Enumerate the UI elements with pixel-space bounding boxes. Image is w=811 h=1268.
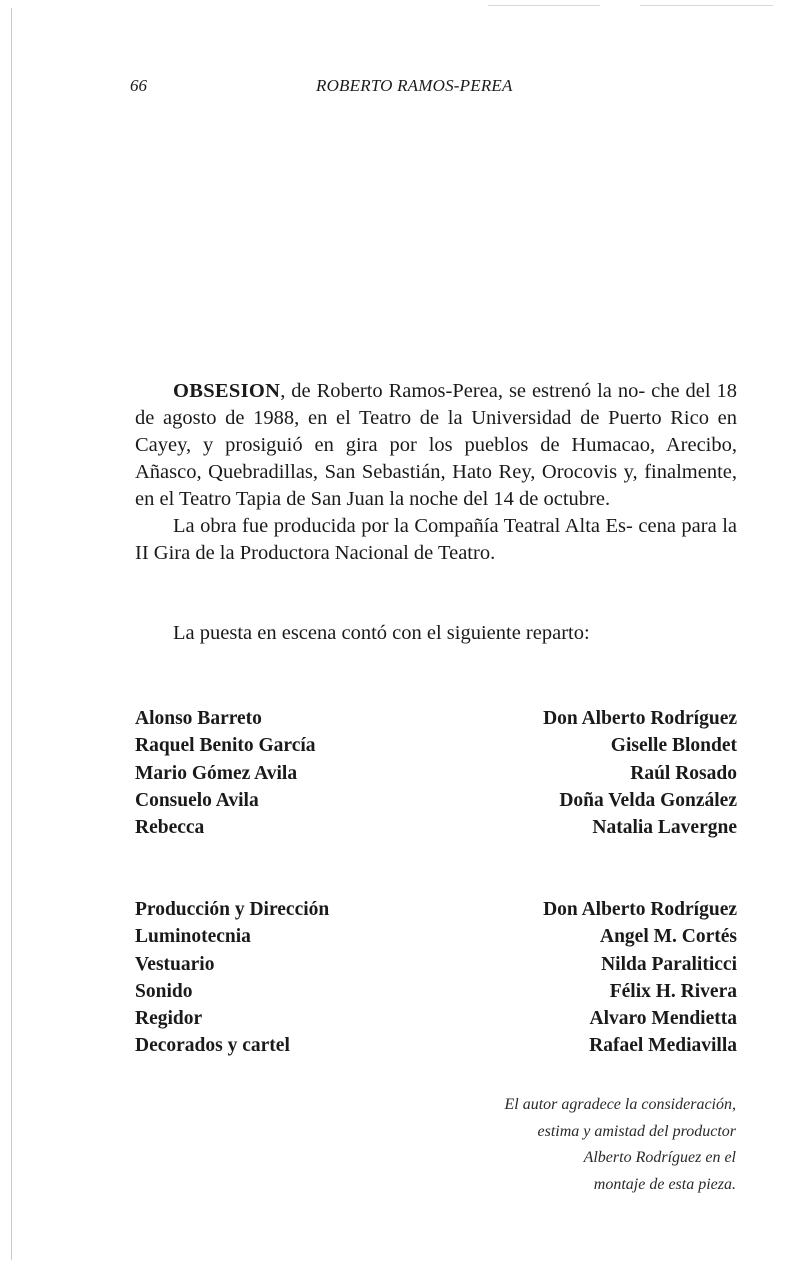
crew-role: Regidor: [135, 1008, 203, 1030]
character-name: Raquel Benito García: [135, 735, 316, 757]
production-paragraph: La obra fue producida por la Compañía Teatral Alta Es- cena para la II Gira de la Productora Nacional de Teatro.: [135, 515, 738, 564]
crew-role: Decorados y cartel: [135, 1035, 290, 1057]
top-scan-rule: [640, 5, 773, 6]
cast-row: [135, 814, 737, 841]
character-name: Consuelo Avila: [135, 789, 259, 811]
actor-name: Raúl Rosado: [630, 762, 737, 784]
crew-row: [135, 1005, 737, 1032]
cast-list: [135, 705, 737, 841]
page-number: 66: [130, 76, 147, 95]
character-name: Alonso Barreto: [135, 708, 262, 729]
premiere-paragraph: OBSESION, de Roberto Ramos-Perea, se estrenó la no- che del 18 de agosto de 1988, en el Teatro de la Universidad de Puerto Rico en Cayey, y prosiguió en gira por los pueblos de Humacao, Arecibo, Añasco, Quebradillas, San Sebastián, Hato Rey, Orocovis y, finalmente, en el Teatro Tapia de San Juan la noche del 14 de octubre.: [135, 380, 738, 510]
acknowledgement-line: estima y amistad del productor: [537, 1122, 736, 1140]
crew-row: [135, 923, 737, 950]
crew-role: Sonido: [135, 980, 193, 1002]
character-name: Mario Gómez Avila: [135, 762, 298, 784]
crew-person: Nilda Paraliticci: [601, 953, 737, 975]
top-scan-rule: [488, 5, 600, 6]
actor-name: Doña Velda González: [559, 789, 737, 811]
cast-row: [135, 760, 737, 787]
crew-row: [135, 978, 737, 1005]
page-edge-line: [11, 8, 12, 1260]
acknowledgement: [420, 1092, 736, 1198]
crew-person: Angel M. Cortés: [599, 926, 737, 948]
running-title: ROBERTO RAMOS-PEREA: [316, 76, 513, 95]
actor-name: Giselle Blondet: [610, 735, 737, 757]
cast-intro: La puesta en escena contó con el siguiente reparto:: [173, 622, 590, 644]
crew-row: [135, 951, 737, 978]
crew-role: Vestuario: [135, 953, 215, 975]
crew-person: Rafael Mediavilla: [589, 1035, 737, 1057]
crew-role: Producción y Dirección: [135, 899, 330, 920]
crew-role: Luminotecnia: [135, 926, 251, 948]
cast-row: [135, 705, 737, 732]
cast-row: [135, 732, 737, 759]
cast-row: [135, 787, 737, 814]
premiere-text: [135, 378, 737, 567]
actor-name: Natalia Lavergne: [592, 817, 737, 839]
crew-person: Don Alberto Rodríguez: [543, 899, 737, 920]
crew-person: Alvaro Mendietta: [589, 1008, 737, 1030]
character-name: Rebecca: [135, 817, 205, 839]
crew-list: [135, 896, 737, 1060]
crew-person: Félix H. Rivera: [609, 980, 737, 1002]
acknowledgement-line: montaje de esta pieza.: [593, 1175, 736, 1193]
crew-row: [135, 896, 737, 923]
work-title: OBSESION: [173, 380, 281, 402]
acknowledgement-line: El autor agradece la consideración,: [504, 1096, 736, 1113]
running-header: [130, 76, 560, 100]
actor-name: Don Alberto Rodríguez: [543, 708, 737, 729]
acknowledgement-line: Alberto Rodríguez en el: [583, 1149, 736, 1166]
crew-row: [135, 1032, 737, 1059]
